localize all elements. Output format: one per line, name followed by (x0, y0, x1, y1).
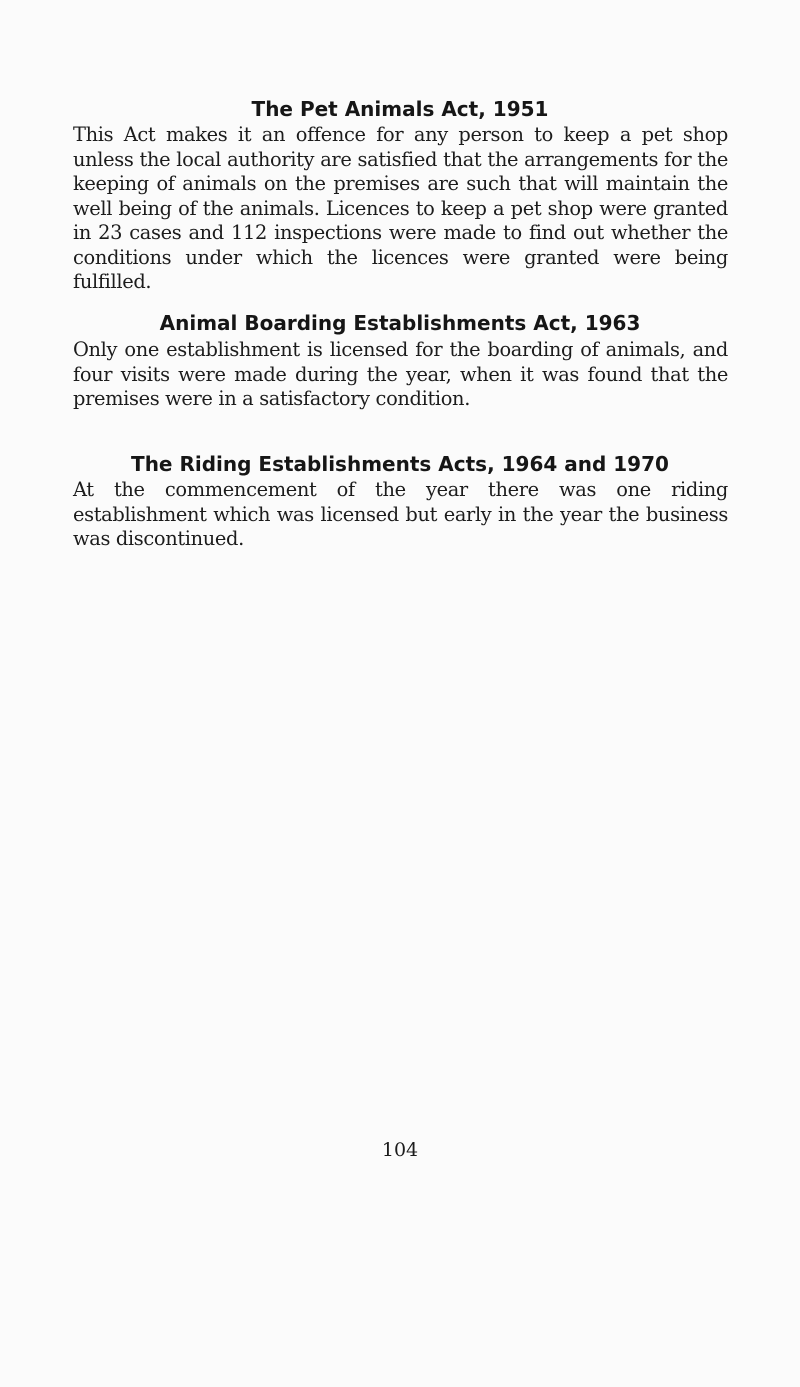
page-number: 104 (381, 1139, 419, 1161)
section-body-animal-boarding-act: Only one establishment is licensed for the boarding of animals, and four visits were made during the year, when it was found that the premises were in a satisfactory condition. (73, 338, 728, 410)
section-heading-pet-animals-act: The Pet Animals Act, 1951 (251, 97, 549, 121)
section-body-pet-animals-act: This Act makes it an offence for any person to keep a pet shop unless the local authority are satisfied that the arrangements for the keeping of animals on the premises are such that will maintain the well being of the animals. Licences to keep a pet shop were granted in 23 cases and 112 inspections were made to find out whether the conditions under which the licences were granted were being fulfilled. (73, 123, 728, 293)
section-heading-riding-establishments-acts: The Riding Establishments Acts, 1964 and 1970 (131, 452, 669, 476)
section-body-riding-establishments-acts: At the commencement of the year there was one riding establishment which was licensed but early in the year the business was discontinued. (73, 478, 728, 550)
section-heading-animal-boarding-act: Animal Boarding Establishments Act, 1963 (159, 311, 641, 335)
